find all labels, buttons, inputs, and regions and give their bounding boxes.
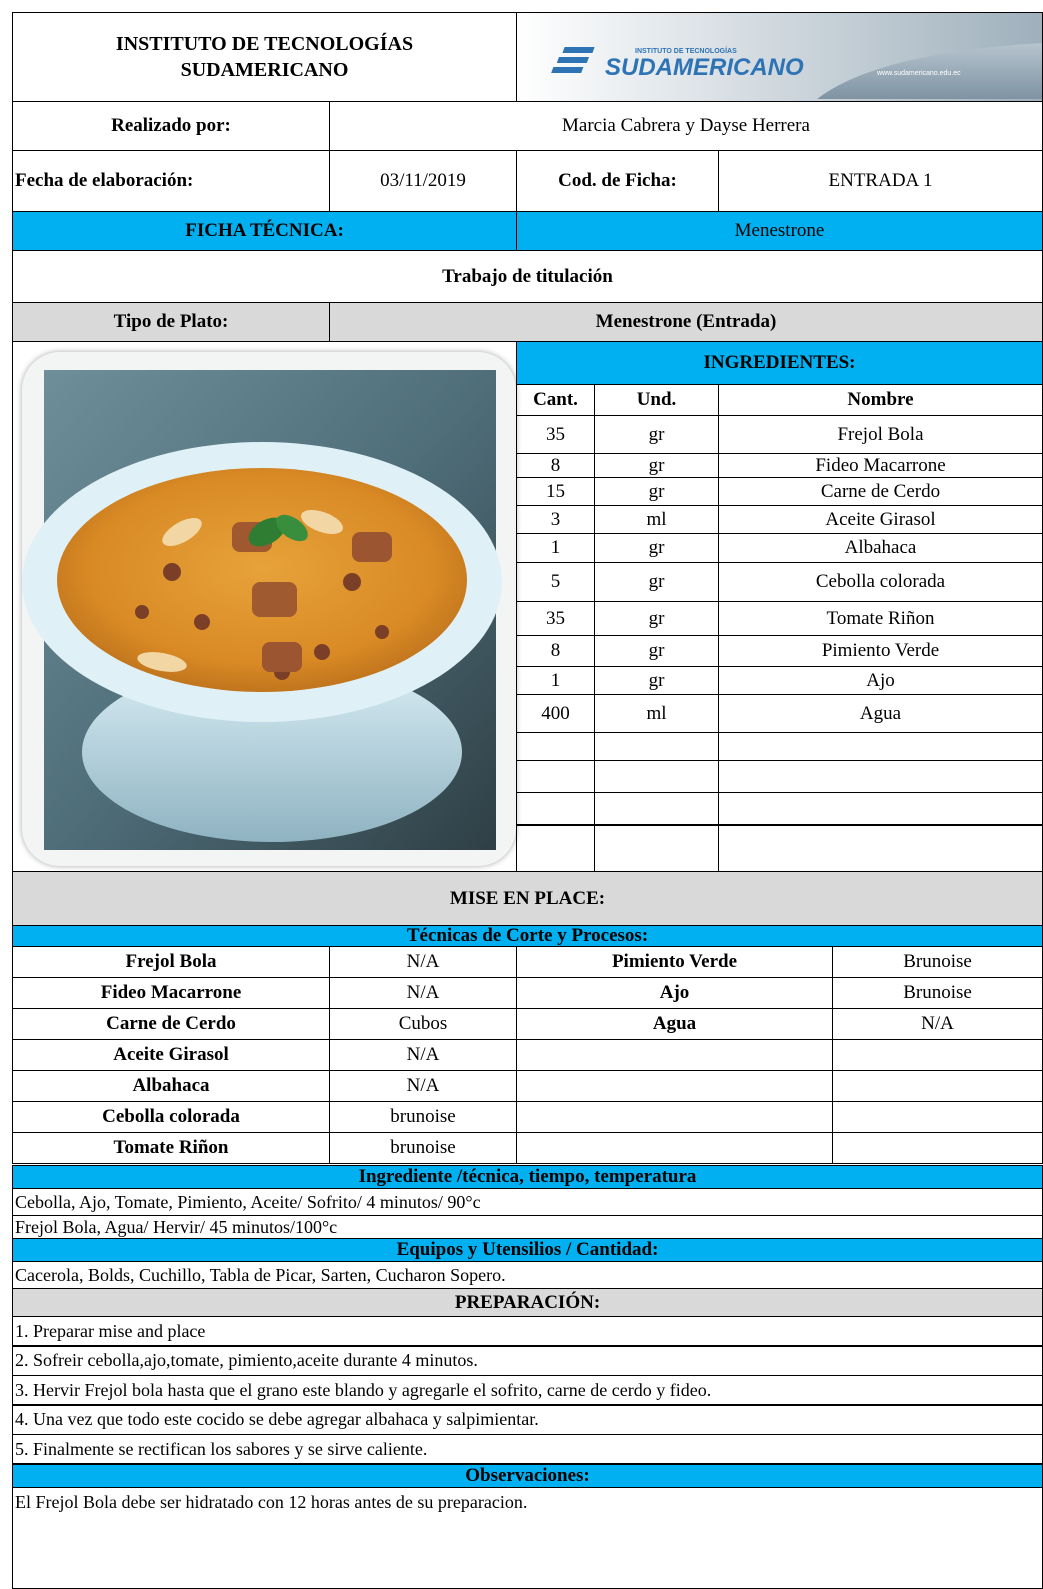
mise-technique-left: brunoise — [329, 1132, 517, 1164]
mise-ingredient-right — [516, 1132, 833, 1164]
ingredient-nombre: Aceite Girasol — [718, 505, 1043, 534]
mise-ingredient-right — [516, 1039, 833, 1071]
ingredient-cant — [516, 824, 595, 872]
mise-ingredient-left: Tomate Riñon — [12, 1132, 330, 1164]
tipo-label: Tipo de Plato: — [12, 302, 330, 342]
tiempo-line-2: Frejol Bola, Agua/ Hervir/ 45 minutos/100°c — [12, 1215, 1043, 1239]
preparation-step: 2. Sofreir cebolla,ajo,tomate, pimiento,aceite durante 4 minutos. — [12, 1346, 1043, 1376]
ingredient-nombre: Cebolla colorada — [718, 562, 1043, 602]
ingredient-und: ml — [594, 694, 719, 733]
ingredient-cant: 15 — [516, 477, 595, 506]
ingredient-cant — [516, 760, 595, 793]
tiempo-line-1: Cebolla, Ajo, Tomate, Pimiento, Aceite/ Sofrito/ 4 minutos/ 90°c — [12, 1188, 1043, 1216]
dish-photo-frame — [22, 352, 516, 866]
observaciones-title: Observaciones: — [12, 1464, 1043, 1488]
fecha-value: 03/11/2019 — [329, 150, 517, 212]
realizado-value: Marcia Cabrera y Dayse Herrera — [329, 101, 1043, 151]
equipos-text: Cacerola, Bolds, Cuchillo, Tabla de Picar, Sarten, Cucharon Sopero. — [12, 1261, 1043, 1289]
mise-technique-right: Brunoise — [832, 946, 1043, 978]
observaciones-text: El Frejol Bola debe ser hidratado con 12 horas antes de su preparacion. — [12, 1487, 1043, 1589]
ingredient-nombre: Agua — [718, 694, 1043, 733]
mise-technique-left: N/A — [329, 1039, 517, 1071]
ingredient-und: gr — [594, 453, 719, 478]
ingredient-cant: 1 — [516, 666, 595, 695]
ingredient-cant — [516, 792, 595, 826]
ingredient-und: gr — [594, 635, 719, 667]
ingredient-cant: 5 — [516, 562, 595, 602]
ingredient-nombre: Carne de Cerdo — [718, 477, 1043, 506]
preparacion-title: PREPARACIÓN: — [12, 1288, 1043, 1317]
ingredient-cant: 8 — [516, 453, 595, 478]
institute-logo — [517, 13, 1042, 101]
ficha-label: FICHA TÉCNICA: — [12, 211, 517, 251]
ingredient-und — [594, 732, 719, 761]
mise-technique-left: brunoise — [329, 1101, 517, 1133]
ingredient-cant: 8 — [516, 635, 595, 667]
ingredient-cant — [516, 732, 595, 761]
mise-technique-right — [832, 1132, 1043, 1164]
ingredient-und: gr — [594, 477, 719, 506]
ingredient-und: ml — [594, 505, 719, 534]
preparation-step: 1. Preparar mise and place — [12, 1316, 1043, 1346]
ingredient-nombre — [718, 760, 1043, 793]
ingredients-title: INGREDIENTES: — [516, 341, 1043, 385]
preparation-step: 3. Hervir Frejol bola hasta que el grano este blando y agregarle el sofrito, carne de cerdo y fideo. — [12, 1375, 1043, 1405]
logo-main-text: SUDAMERICANO — [605, 54, 804, 81]
mise-technique-right — [832, 1101, 1043, 1133]
mise-ingredient-right — [516, 1070, 833, 1102]
institute-title-cell — [12, 12, 517, 102]
ingredient-nombre — [718, 732, 1043, 761]
ingredient-und: gr — [594, 666, 719, 695]
mise-technique-left: N/A — [329, 946, 517, 978]
mise-ingredient-left: Albahaca — [12, 1070, 330, 1102]
ingredient-cant: 400 — [516, 694, 595, 733]
mise-ingredient-right: Agua — [516, 1008, 833, 1040]
mise-ingredient-left: Cebolla colorada — [12, 1101, 330, 1133]
preparation-step: 4. Una vez que todo este cocido se debe agregar albahaca y salpimientar. — [12, 1405, 1043, 1435]
mise-ingredient-left: Carne de Cerdo — [12, 1008, 330, 1040]
ingredients-header-und: Und. — [594, 384, 719, 416]
ingredient-cant: 35 — [516, 601, 595, 636]
mise-technique-right: Brunoise — [832, 977, 1043, 1009]
ingredient-und: gr — [594, 601, 719, 636]
equipos-title: Equipos y Utensilios / Cantidad: — [12, 1238, 1043, 1262]
mise-ingredient-left: Fideo Macarrone — [12, 977, 330, 1009]
ingredient-nombre: Tomate Riñon — [718, 601, 1043, 636]
preparation-step: 5. Finalmente se rectifican los sabores y se sirve caliente. — [12, 1434, 1043, 1464]
ingredients-header-nombre: Nombre — [718, 384, 1043, 416]
ingredient-und — [594, 760, 719, 793]
ingredient-nombre — [718, 792, 1043, 826]
mise-ingredient-left: Frejol Bola — [12, 946, 330, 978]
mise-technique-left: N/A — [329, 1070, 517, 1102]
realizado-label: Realizado por: — [12, 101, 330, 151]
ingredient-nombre — [718, 824, 1043, 872]
ingredient-nombre: Ajo — [718, 666, 1043, 695]
ficha-value: Menestrone — [516, 211, 1043, 251]
tecnicas-title: Técnicas de Corte y Procesos: — [12, 925, 1043, 947]
ingredient-und: gr — [594, 415, 719, 454]
tipo-value: Menestrone (Entrada) — [329, 302, 1043, 342]
mise-technique-right — [832, 1039, 1043, 1071]
tiempo-title: Ingrediente /técnica, tiempo, temperatura — [12, 1165, 1043, 1189]
ingredient-und: gr — [594, 533, 719, 563]
institute-title-line2: SUDAMERICANO — [180, 59, 349, 81]
fecha-label: Fecha de elaboración: — [12, 150, 330, 212]
mise-technique-right — [832, 1070, 1043, 1102]
logo-small-text: INSTITUTO DE TECNOLOGÍAS — [635, 48, 737, 55]
mise-ingredient-left: Aceite Girasol — [12, 1039, 330, 1071]
ingredient-nombre: Fideo Macarrone — [718, 453, 1043, 478]
trabajo-title: Trabajo de titulación — [12, 250, 1043, 303]
ingredient-cant: 35 — [516, 415, 595, 454]
ingredient-und — [594, 792, 719, 826]
mise-ingredient-right: Ajo — [516, 977, 833, 1009]
ingredient-und: gr — [594, 562, 719, 602]
institute-logo-cell — [516, 12, 1043, 102]
ingredient-nombre: Albahaca — [718, 533, 1043, 563]
logo-url-text: www.sudamericano.edu.ec — [877, 70, 961, 77]
ingredient-cant: 3 — [516, 505, 595, 534]
cod-value: ENTRADA 1 — [718, 150, 1043, 212]
ingredient-nombre: Frejol Bola — [718, 415, 1043, 454]
cod-label: Cod. de Ficha: — [516, 150, 719, 212]
ingredients-header-cant: Cant. — [516, 384, 595, 416]
mise-ingredient-right: Pimiento Verde — [516, 946, 833, 978]
institute-title-line1: INSTITUTO DE TECNOLOGÍAS — [115, 33, 414, 55]
recipe-sheet — [12, 12, 1043, 1589]
mise-technique-left: Cubos — [329, 1008, 517, 1040]
mise-technique-left: N/A — [329, 977, 517, 1009]
mise-ingredient-right — [516, 1101, 833, 1133]
mise-title: MISE EN PLACE: — [12, 871, 1043, 926]
dish-photo — [22, 352, 516, 866]
ingredient-cant: 1 — [516, 533, 595, 563]
ingredient-nombre: Pimiento Verde — [718, 635, 1043, 667]
mise-technique-right: N/A — [832, 1008, 1043, 1040]
ingredient-und — [594, 824, 719, 872]
